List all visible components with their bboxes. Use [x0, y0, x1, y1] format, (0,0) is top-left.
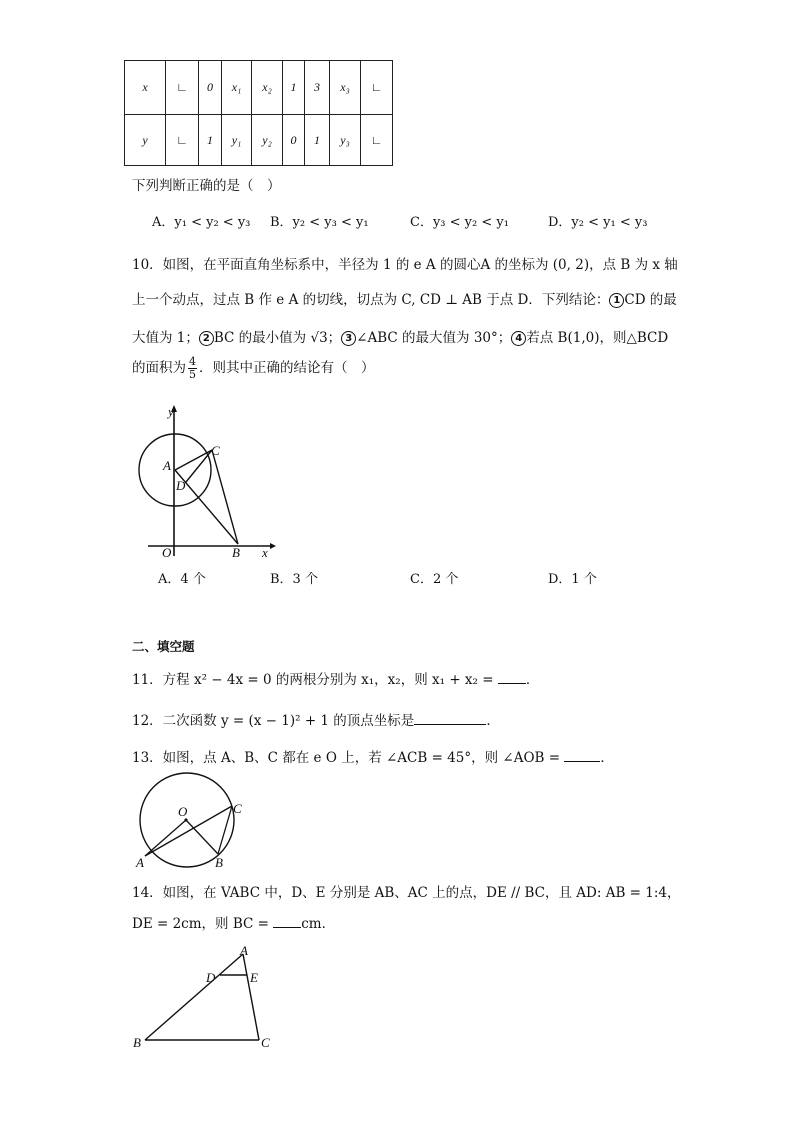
q10-option-b: B．3 个 [270, 572, 318, 587]
segment-ac [175, 450, 212, 470]
segment-ac [243, 954, 259, 1040]
q12-text: 12．二次函数 y = (x − 1)² + 1 的顶点坐标是 [132, 713, 415, 729]
table-cell: x₂ [252, 61, 283, 115]
q10-line-3b: BC 的最小值为 √3； [213, 330, 342, 346]
q13-figure [128, 770, 253, 870]
table-cell: 0 [199, 61, 222, 115]
table-cell: ∟ [361, 61, 393, 115]
q10-option-d: D．1 个 [548, 572, 597, 587]
q11-end: ． [525, 672, 540, 688]
q11-answer-blank [498, 671, 526, 684]
q14-figure [128, 940, 278, 1055]
q14-line-1: 14．如图，在 VABC 中，D、E 分别是 AB、AC 上的点，DE // BC，且 AD: AB = 1:4， [132, 885, 681, 901]
conclusion-1-marker: 1 [609, 293, 624, 308]
label-b: B [133, 1035, 141, 1050]
q10-line-2-text: 上一个动点，过点 B 作 e A 的切线，切点为 C, CD ⊥ AB 于点 D．下列结论： [132, 292, 610, 308]
q10-option-c: C．2 个 [410, 572, 459, 587]
table-cell: 1 [305, 115, 330, 166]
table-cell: 0 [283, 115, 305, 166]
label-a: A [136, 855, 144, 870]
label-b: B [232, 545, 240, 560]
table-cell: x [125, 61, 166, 115]
q14-answer-blank [273, 915, 301, 928]
q9-prompt: 下列判断正确的是（ ） [132, 178, 281, 194]
q10-line-2 [132, 288, 677, 308]
fraction-denominator: 5 [189, 368, 196, 381]
q13-answer-blank [564, 749, 600, 762]
q10-line-1: 10．如图，在平面直角坐标系中，半径为 1 的 e A 的圆心A 的坐标为 (0, 2)，点 B 为 x 轴 [132, 257, 678, 273]
conclusion-4-marker: 4 [511, 331, 526, 346]
q13 [132, 746, 614, 766]
q11-text: 11．方程 x² − 4x = 0 的两根分别为 x₁，x₂，则 x₁ + x₂ = [132, 672, 494, 688]
fraction-numerator: 4 [189, 355, 196, 368]
q10-line-4a: 的面积为 [132, 360, 186, 376]
q10-option-a: A．4 个 [158, 572, 206, 587]
value-table [124, 60, 393, 166]
q10-line-3d: 若点 B(1,0)，则△BCD [526, 330, 669, 346]
label-x: x [262, 545, 268, 560]
table-cell: 1 [199, 115, 222, 166]
q10-line-4 [132, 356, 375, 381]
segment-ao [145, 820, 186, 856]
table-row-x [125, 61, 393, 115]
q12 [132, 709, 500, 729]
section-2-title: 二、填空题 [132, 639, 195, 654]
q9-option-b: B．y₂ < y₃ < y₁ [270, 215, 369, 230]
segment-cd [186, 450, 212, 482]
q14-end: cm． [301, 916, 336, 932]
q10-line-3c: ∠ABC 的最大值为 30°； [356, 330, 512, 346]
table-cell: ∟ [166, 61, 199, 115]
q10-line-3 [132, 326, 668, 346]
q10-figure [138, 400, 278, 565]
q14-text: DE = 2cm，则 BC = [132, 916, 269, 932]
table-cell: 1 [283, 61, 305, 115]
q13-text: 13．如图，点 A、B、C 都在 e O 上，若 ∠ACB = 45°，则 ∠AOB = [132, 750, 561, 766]
q12-end: ． [486, 713, 500, 729]
label-d: D [176, 478, 186, 493]
q9-option-d: D．y₂ < y₁ < y₃ [548, 215, 648, 230]
q14-line-2 [132, 912, 335, 932]
label-y: y [168, 404, 174, 419]
segment-ab [145, 954, 243, 1040]
segment-cb [212, 450, 238, 544]
table-cell: y₁ [222, 115, 252, 166]
label-a: A [240, 943, 248, 958]
q11 [132, 668, 539, 688]
x-axis-arrow [270, 543, 276, 549]
label-e: E [250, 970, 258, 985]
label-c: C [233, 801, 242, 816]
segment-ob [186, 820, 218, 854]
q9-option-a: A．y₁ < y₂ < y₃ [152, 215, 251, 230]
table-cell: y₃ [330, 115, 361, 166]
table-row-y [125, 115, 393, 166]
q10-line-4b: ．则其中正确的结论有（ ） [199, 360, 375, 376]
table-cell: y₂ [252, 115, 283, 166]
label-d: D [206, 970, 216, 985]
fraction [188, 356, 197, 381]
table-cell: ∟ [361, 115, 393, 166]
table-cell: y [125, 115, 166, 166]
table-cell: ∟ [166, 115, 199, 166]
q10-line-2-end: CD 的最 [624, 292, 677, 308]
label-b: B [215, 855, 223, 870]
q9-option-c: C．y₃ < y₂ < y₁ [410, 215, 509, 230]
table-cell: x₁ [222, 61, 252, 115]
conclusion-3-marker: 3 [341, 331, 356, 346]
q12-answer-blank [414, 712, 486, 725]
label-c: C [211, 443, 220, 458]
label-c: C [261, 1035, 270, 1050]
label-a: A [163, 458, 171, 473]
conclusion-2-marker: 2 [199, 331, 214, 346]
label-o: O [178, 804, 188, 819]
table-cell: x₃ [330, 61, 361, 115]
label-o: O [162, 545, 172, 560]
q10-line-3a: 大值为 1； [132, 330, 199, 346]
q13-end: ． [600, 750, 614, 766]
table-cell: 3 [305, 61, 330, 115]
